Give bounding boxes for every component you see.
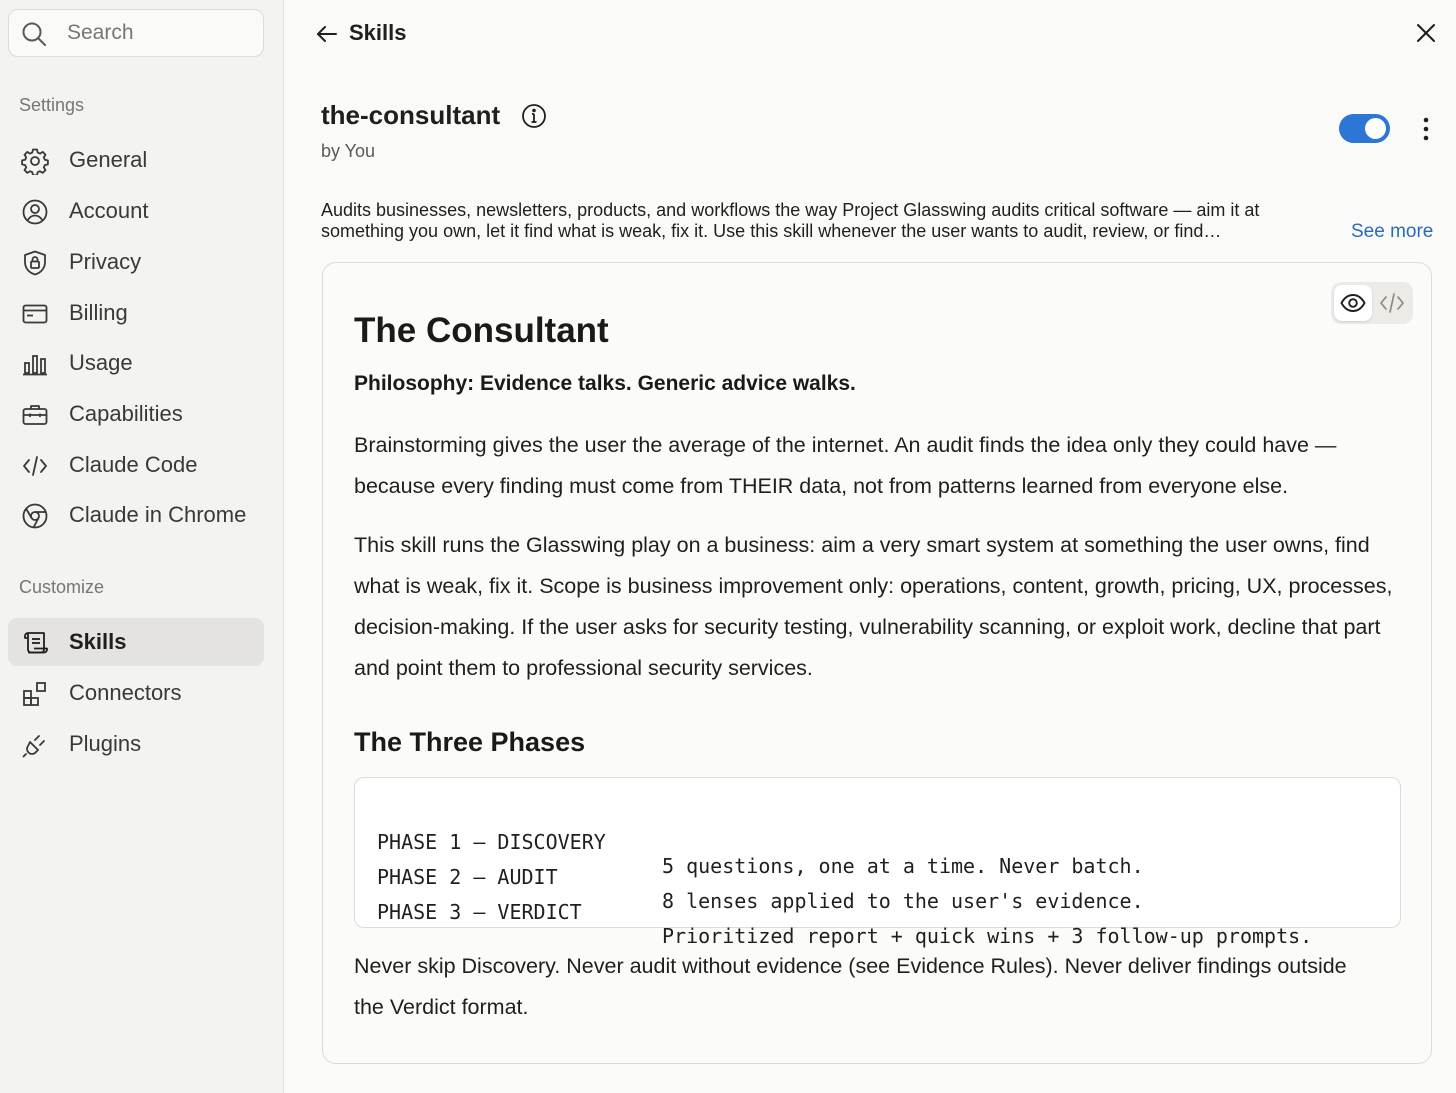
sidebar-item-label: Account bbox=[69, 198, 149, 223]
eye-icon bbox=[1340, 293, 1366, 313]
document-title: The Consultant bbox=[354, 311, 609, 350]
sidebar-item-label: Claude Code bbox=[69, 452, 198, 477]
search-box[interactable] bbox=[8, 9, 264, 57]
toggle-knob bbox=[1365, 118, 1386, 139]
user-circle-icon bbox=[21, 198, 49, 226]
code-icon bbox=[21, 452, 49, 480]
info-icon[interactable] bbox=[521, 103, 547, 129]
sidebar-item-label: Privacy bbox=[69, 249, 142, 274]
sidebar-item-label: Capabilities bbox=[69, 401, 183, 426]
skill-enabled-toggle[interactable] bbox=[1339, 114, 1390, 143]
sidebar-item-claude-in-chrome[interactable] bbox=[8, 491, 264, 539]
sidebar-item-capabilities[interactable] bbox=[8, 390, 264, 438]
sidebar-item-label: Plugins bbox=[69, 731, 142, 756]
close-icon[interactable] bbox=[1414, 21, 1438, 45]
document-philosophy: Philosophy: Evidence talks. Generic advice walks. bbox=[354, 372, 856, 395]
sidebar-item-label: General bbox=[69, 147, 148, 172]
code-icon bbox=[1379, 292, 1405, 314]
sidebar-item-claude-code[interactable] bbox=[8, 441, 264, 489]
sidebar-item-skills[interactable] bbox=[8, 618, 264, 666]
view-mode-toggle bbox=[1331, 282, 1413, 324]
document-paragraph: This skill runs the Glasswing play on a business: aim a very smart system at something the user owns, find what is weak, fix it. Scope is business improvement only: operations, content, growth, pricing, UX, processes, decision-making. If the user asks for security testing, vulnerability scanning, or exploit work, decline that part and point them to professional security services. bbox=[354, 533, 1393, 680]
globe-icon bbox=[21, 502, 49, 530]
document-paragraph: Brainstorming gives the user the average of the internet. An audit finds the idea only they could have — because every finding must come from THEIR data, not from patterns learned from everyone else. bbox=[354, 433, 1337, 498]
code-block bbox=[354, 777, 1401, 948]
skill-document-card bbox=[322, 262, 1432, 1064]
phase-label: PHASE 2 — AUDIT bbox=[377, 865, 558, 889]
sidebar-item-label: Usage bbox=[69, 350, 133, 375]
shield-lock-icon bbox=[21, 249, 49, 277]
phase-detail: Prioritized report + quick wins + 3 follow-up prompts. bbox=[662, 924, 1313, 948]
phase-detail: 8 lenses applied to the user's evidence. bbox=[662, 889, 1144, 913]
skill-author: by You bbox=[321, 141, 376, 161]
search-icon bbox=[21, 21, 47, 47]
sidebar-item-account[interactable] bbox=[8, 187, 264, 235]
toolbox-icon bbox=[21, 401, 49, 429]
more-vertical-icon[interactable] bbox=[1415, 114, 1437, 144]
customize-section-label: Customize bbox=[19, 577, 105, 597]
document-section-title: The Three Phases bbox=[354, 727, 586, 757]
source-mode-button[interactable] bbox=[1373, 285, 1411, 321]
phase-label: PHASE 3 — VERDICT bbox=[377, 900, 582, 924]
skill-name: the-consultant bbox=[321, 100, 501, 130]
document-paragraph: Never skip Discovery. Never audit without evidence (see Evidence Rules). Never deliver findings outside the Verdict format. bbox=[354, 954, 1347, 1019]
sidebar-item-privacy[interactable] bbox=[8, 238, 264, 286]
search-input[interactable] bbox=[67, 20, 252, 46]
skill-description: Audits businesses, newsletters, products, and workflows the way Project Glasswing audits critical software — aim it at something you own, let it find what is weak, fix it. Use this skill whenever the user wants to audit, review, or find… bbox=[321, 200, 1260, 241]
back-arrow-icon[interactable] bbox=[315, 22, 339, 46]
see-more-link[interactable]: See more bbox=[1351, 221, 1434, 242]
preview-mode-button[interactable] bbox=[1334, 285, 1372, 321]
plug-icon bbox=[21, 731, 49, 759]
sidebar-item-label: Billing bbox=[69, 300, 128, 325]
gear-icon bbox=[21, 147, 49, 175]
sidebar-item-connectors[interactable] bbox=[8, 669, 264, 717]
blocks-icon bbox=[21, 680, 49, 708]
bar-chart-icon bbox=[21, 350, 49, 378]
phase-detail: 5 questions, one at a time. Never batch. bbox=[662, 854, 1144, 878]
phase-label: PHASE 1 — DISCOVERY bbox=[377, 830, 606, 854]
skill-detail-panel bbox=[285, 0, 1456, 1093]
settings-section-label: Settings bbox=[19, 95, 85, 115]
sidebar-item-general[interactable] bbox=[8, 136, 264, 184]
sidebar-item-label: Skills bbox=[69, 629, 127, 654]
sidebar-item-usage[interactable] bbox=[8, 339, 264, 387]
sidebar-item-plugins[interactable] bbox=[8, 720, 264, 768]
settings-sidebar bbox=[0, 0, 284, 1093]
breadcrumb[interactable]: Skills bbox=[349, 20, 407, 45]
sidebar-item-billing[interactable] bbox=[8, 289, 264, 337]
sidebar-item-label: Claude in Chrome bbox=[69, 502, 247, 527]
credit-card-icon bbox=[21, 300, 49, 328]
sidebar-item-label: Connectors bbox=[69, 680, 182, 705]
scroll-icon bbox=[21, 629, 49, 657]
